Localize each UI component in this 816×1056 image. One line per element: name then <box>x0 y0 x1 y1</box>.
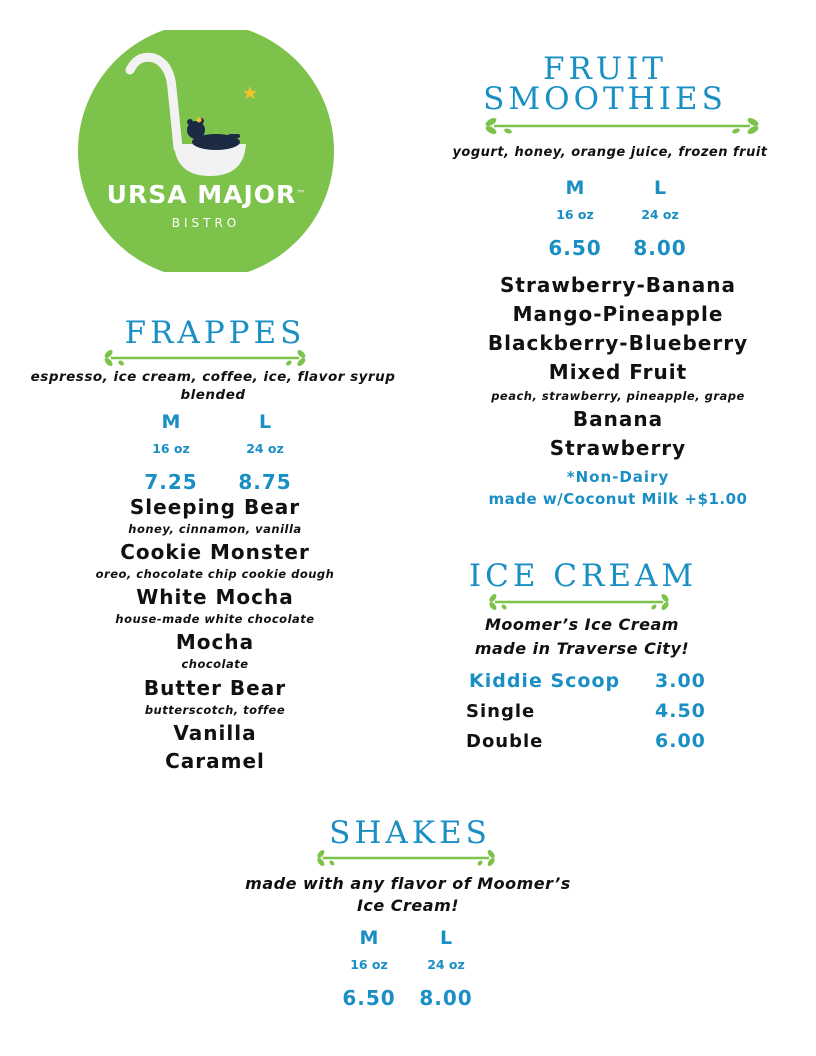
size-price: 8.75 <box>238 470 292 494</box>
smoothies-size-l <box>620 177 700 260</box>
shakes-size-m <box>329 927 409 1010</box>
menu-item-description: honey, cinnamon, vanilla <box>128 522 302 536</box>
shakes-description: made with any flavor of Moomer’s <box>245 874 571 893</box>
shakes-description-line2: Ice Cream! <box>356 896 460 915</box>
menu-item: Cookie Monster <box>120 540 310 564</box>
non-dairy-note: *Non-Dairy <box>566 468 670 486</box>
coconut-milk-note: made w/Coconut Milk +$1.00 <box>488 490 748 508</box>
size-oz: 24 oz <box>427 957 465 972</box>
menu-item: Caramel <box>165 749 265 773</box>
logo-trademark: ™ <box>296 189 306 200</box>
icecream-row-name: Double <box>466 731 544 752</box>
logo-emblem-icon <box>78 30 334 272</box>
vine-divider-icon <box>487 592 671 612</box>
menu-item-description: chocolate <box>181 657 249 671</box>
smoothies-title-line1: FRUIT <box>543 51 667 87</box>
menu-item-description: house-made white chocolate <box>115 612 315 626</box>
vine-divider-icon <box>482 116 762 136</box>
icecream-row-price: 3.00 <box>655 670 706 692</box>
menu-item: Mixed Fruit <box>548 360 688 384</box>
menu-item: Sleeping Bear <box>129 495 301 519</box>
size-price: 7.25 <box>144 470 198 494</box>
vine-divider-icon <box>102 348 308 368</box>
size-label: L <box>653 177 667 199</box>
size-price: 6.50 <box>548 236 602 260</box>
size-label: L <box>258 411 272 433</box>
frappes-size-m <box>131 411 211 494</box>
menu-item: Strawberry <box>549 436 687 460</box>
shakes-title: SHAKES <box>329 815 491 851</box>
menu-item-description: peach, strawberry, pineapple, grape <box>491 389 745 403</box>
icecream-row-name: Single <box>466 701 536 722</box>
size-label: M <box>565 177 585 199</box>
size-label: M <box>161 411 181 433</box>
menu-item: Strawberry-Banana <box>500 273 736 297</box>
size-price: 8.00 <box>633 236 687 260</box>
size-oz: 16 oz <box>152 441 190 456</box>
size-oz: 24 oz <box>641 207 679 222</box>
frappes-description: espresso, ice cream, coffee, ice, flavor syrup <box>30 369 396 385</box>
size-price: 6.50 <box>342 986 396 1010</box>
icecream-description-line2: made in Traverse City! <box>474 639 690 658</box>
icecream-row-price: 6.00 <box>655 730 706 752</box>
size-oz: 16 oz <box>350 957 388 972</box>
vine-divider-icon <box>315 848 497 868</box>
logo-name: URSA MAJOR <box>106 180 297 209</box>
logo <box>78 30 334 272</box>
menu-item: White Mocha <box>136 585 294 609</box>
size-label: M <box>359 927 379 949</box>
menu-item-description: oreo, chocolate chip cookie dough <box>95 567 335 581</box>
icecream-title: ICE CREAM <box>468 558 698 594</box>
menu-item-description: butterscotch, toffee <box>144 703 286 717</box>
smoothies-size-m <box>535 177 615 260</box>
menu-item: Banana <box>572 407 664 431</box>
icecream-row-name: Kiddie Scoop <box>469 670 621 692</box>
menu-item: Mocha <box>175 630 255 654</box>
frappes-title: FRAPPES <box>124 315 306 351</box>
menu-item: Vanilla <box>173 721 257 745</box>
size-label: L <box>439 927 453 949</box>
menu-item: Blackberry-Blueberry <box>487 331 749 355</box>
size-oz: 24 oz <box>246 441 284 456</box>
smoothies-title-line2: SMOOTHIES <box>483 81 727 117</box>
shakes-size-l <box>406 927 486 1010</box>
size-oz: 16 oz <box>556 207 594 222</box>
size-price: 8.00 <box>419 986 473 1010</box>
menu-item: Butter Bear <box>143 676 287 700</box>
icecream-row-price: 4.50 <box>655 700 706 722</box>
frappes-description-line2: blended <box>180 387 246 403</box>
icecream-description: Moomer’s Ice Cream <box>485 615 679 634</box>
logo-subtitle: BISTRO <box>171 216 241 230</box>
smoothies-description: yogurt, honey, orange juice, frozen fruit <box>452 145 768 160</box>
menu-item: Mango-Pineapple <box>512 302 724 326</box>
frappes-size-l <box>225 411 305 494</box>
